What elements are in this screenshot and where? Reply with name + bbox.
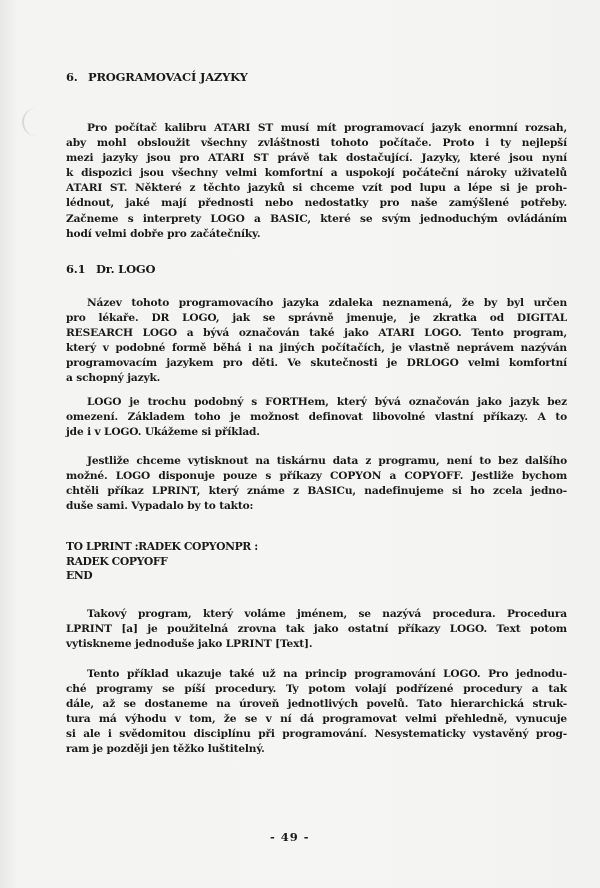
code-line: RADEK COPYOFF — [66, 554, 168, 568]
text-line: k dispozici jsou všechny velmi komfortní a uspokojí počáteční nároky uživatelů — [66, 167, 567, 180]
code-line: TO LPRINT :RADEK COPYONPR : — [66, 540, 258, 553]
code-listing — [66, 540, 258, 584]
text-line: duše sami. Vypadalo by to takto: — [66, 500, 254, 513]
text-line: jde i v LOGO. Ukážeme si příklad. — [66, 426, 260, 439]
paragraph — [66, 607, 567, 652]
text-line: lédnout, jaké mají přednosti nebo nedostatky pro naše zamýšlené potřeby. — [66, 197, 567, 210]
text-line: vytiskneme jednoduše jako LPRINT [Text]. — [66, 638, 313, 651]
text-line: programovacím jazykem pro děti. Ve skutečnosti je DRLOGO velmi komfortní — [66, 357, 567, 370]
intro-paragraph — [66, 121, 567, 242]
paragraph — [66, 296, 567, 387]
text-line: aby mohl obsloužit všechny zvláštnosti tohoto počítače. Proto i ty nejlepší — [66, 137, 567, 150]
chapter-title: PROGRAMOVACÍ JAZYKY — [88, 70, 248, 84]
text-line: hodí velmi dobře pro začátečníky. — [66, 227, 261, 240]
section-number: 6.1 — [66, 262, 86, 276]
code-line: END — [66, 569, 93, 582]
text-line: LPRINT [a] je použitelná zrovna tak jako ostatní příkazy LOGO. Text potom — [66, 623, 567, 636]
text-line: LOGO je trochu podobný s FORTHem, který bývá označován jako jazyk bez — [87, 396, 567, 408]
text-line: ram je později jen těžko luštitelný. — [66, 743, 265, 756]
text-line: pro lékaře. DR LOGO, jak se správně jmenuje, je zkratka od DIGITAL — [66, 312, 567, 325]
text-line: Tento příklad ukazuje také už na princip programování LOGO. Pro jednodu- — [87, 668, 567, 680]
text-line: Název tohoto programovacího jazyka zdaleka neznamená, že by byl určen — [87, 297, 567, 309]
text-line: ATARI ST. Některé z těchto jazyků si chceme vzít pod lupu a lépe si je proh- — [66, 182, 567, 195]
text-line: tura má výhodu v tom, že se v ní dá programovat velmi přehledně, vynucuje — [66, 713, 567, 726]
text-line: Pro počítač kalibru ATARI ST musí mít programovací jazyk enormní rozsah, — [87, 122, 567, 134]
text-line: možné. LOGO disponuje pouze s příkazy COPYON a COPYOFF. Jestliže bychom — [66, 470, 567, 483]
chapter-heading — [66, 70, 248, 84]
paragraph — [66, 395, 567, 440]
page-number: - 49 - — [270, 830, 310, 844]
text-line: Jestliže chceme vytisknout na tiskárnu data z programu, není to bez dalšího — [87, 455, 567, 467]
binding-hole-mark — [22, 108, 38, 136]
paragraph — [66, 667, 567, 758]
section-heading — [66, 262, 155, 276]
text-line: ché programy se píší procedury. Ty potom volají podřízené procedury a tak — [66, 683, 567, 696]
chapter-number: 6. — [66, 70, 78, 84]
text-line: dále, až se dostaneme na úroveň jednotlivých povelů. Tato hierarchická struk- — [66, 698, 567, 711]
section-title: Dr. LOGO — [96, 262, 156, 276]
text-line: chtěli příkaz LPRINT, který známe z BASICu, nadefinujeme si ho zcela jedno- — [66, 485, 567, 498]
text-line: Začneme s interprety LOGO a BASIC, které se svým jednoduchým ovládáním — [66, 212, 567, 225]
text-line: si ale i svědomitou disciplínu při programování. Nesystematicky vystavěný prog- — [66, 728, 567, 741]
text-line: mezi jazyky jsou pro ATARI ST právě tak dostačující. Jazyky, které jsou nyní — [66, 152, 567, 165]
text-line: RESEARCH LOGO a bývá označován také jako ATARI LOGO. Tento program, — [66, 327, 567, 340]
paragraph — [66, 454, 567, 514]
text-line: který v podobné formě běhá i na jiných počítačích, je vlastně neprávem nazýván — [66, 342, 567, 355]
text-line: Takový program, který voláme jménem, se nazývá procedura. Procedura — [87, 608, 567, 620]
text-line: omezení. Základem toho je možnost definovat libovolné vlastní příkazy. A to — [66, 411, 567, 424]
text-line: a schopný jazyk. — [66, 372, 161, 385]
